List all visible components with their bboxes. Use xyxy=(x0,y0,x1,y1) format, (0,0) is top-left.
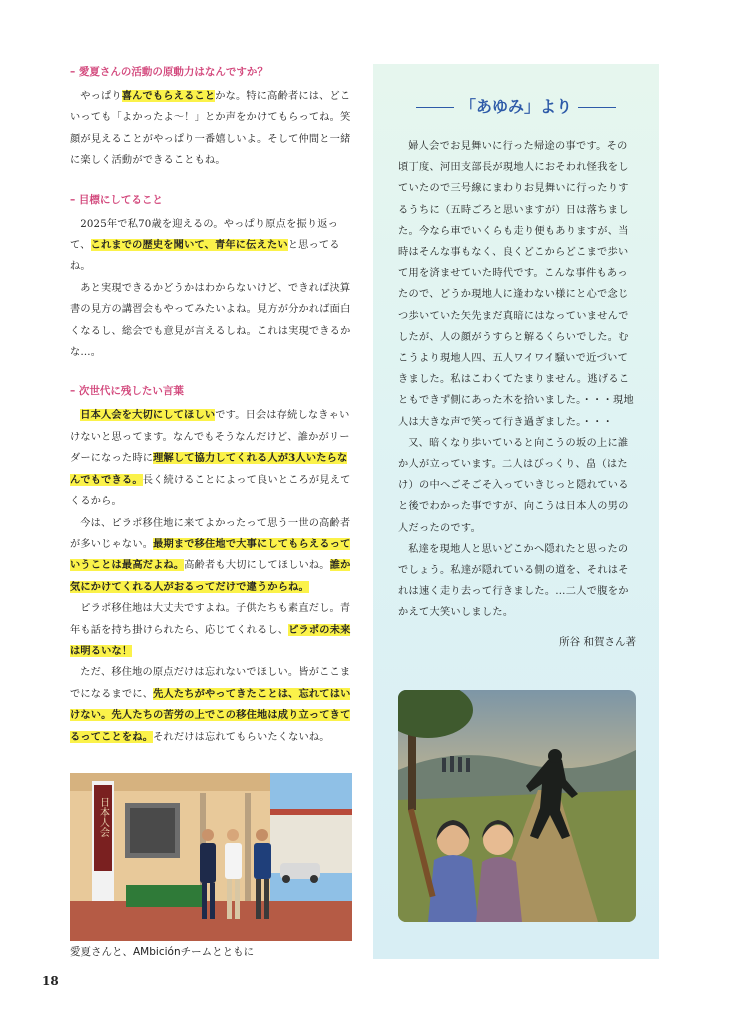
interview-paragraph xyxy=(70,278,355,364)
highlighted-text: 誰か気にかけてくれる人がおるってだけで違うからね。 xyxy=(70,559,351,593)
body-text: 長く続けることによって良いところが見えてくるから。 xyxy=(70,474,351,508)
ayumi-body xyxy=(398,136,636,649)
body-text: あと実現できるかどうかはわからないけど、できれば決算書の見方の講習会もやってみたいよね。見方が分かれば面白くなるし、総会でも意見が言えるしね。これは実現できるかな…。 xyxy=(70,282,351,359)
interview-column xyxy=(70,64,355,768)
highlighted-text: 喜んでもらえること xyxy=(121,90,216,102)
highlighted-text: 最期まで移住地で大事にしてもらえるっていうことは最高だよね。 xyxy=(70,537,351,572)
body-text: 2025年で私70歳を迎えるの。やっぱり原点を振り返って、 xyxy=(70,218,339,252)
section-heading: – 次世代に残したい言葉 xyxy=(70,385,184,398)
interview-paragraph xyxy=(70,662,355,748)
highlighted-text: ピラポの未来は明るいな！ xyxy=(70,623,351,657)
story-illustration-image xyxy=(398,690,636,922)
body-text: ピラポ移住地は大丈夫ですよね。子供たちも素直だし。青年も話を持ち掛けられたら、応じてくれるし、 xyxy=(70,603,351,636)
body-text: です。日会は存続しなきゃいけないと思ってます。なんでもそうなんだけど、誰かがリーダーになった時に xyxy=(70,410,350,465)
interview-paragraph xyxy=(70,214,355,278)
interview-paragraph xyxy=(70,598,355,662)
title-rule-right xyxy=(578,107,616,109)
body-text: ただ、移住地の原点だけは忘れないでほしい。皆がここまでになるまでに、 xyxy=(70,667,351,700)
title-rule-left xyxy=(416,107,454,109)
group-photo xyxy=(70,773,352,941)
ayumi-title-row xyxy=(373,94,659,117)
ayumi-title: 「あゆみ」より xyxy=(459,97,572,116)
body-text: それだけは忘れてもらいたくないね。 xyxy=(153,731,330,743)
interview-section xyxy=(70,192,355,364)
section-heading: – 目標にしてること xyxy=(70,193,163,206)
highlighted-text: 理解して協力してくれる人が3人いたらなんでもできる。 xyxy=(70,452,348,486)
interview-section xyxy=(70,383,355,748)
section-heading: – 愛夏さんの活動の原動力はなんですか？ xyxy=(70,66,268,78)
interview-paragraph xyxy=(70,513,355,599)
interview-paragraph xyxy=(70,86,355,172)
interview-section xyxy=(70,64,355,172)
page-number: 18 xyxy=(42,974,59,988)
ayumi-author: 所谷 和賀さん著 xyxy=(559,635,636,648)
story-illustration xyxy=(398,690,636,922)
sign-text: 日本人会 xyxy=(97,797,109,837)
highlighted-text: 先人たちがやってきたことは、忘れてはいけない。先人たちの苦労の上でこの移住地は成り立ってきてるってことをね。 xyxy=(70,687,351,743)
ayumi-paragraph: 婦人会でお見舞いに行った帰途の事です。その頃丁度、河田支部長が現地人におそわれ怪我をしていたので三号線にまわりお見舞いに行ったりするうちに（五時ごろと思いますが）日は落ちました。今なら車でいくらも走り便もありますが、当時はそんな事もなく、良くどこからどこまで歩いて用を済ませていた時代です。こんな事件もあったので、どうか現地人に逢わない様にと心で念じつ歩いていた矢先まだ真暗にはなっていませんでしたが、人の顔がうすらと解るくらいでした。むこうより現地人四、五人ワイワイ騒いで近づいてきました。私はこわくてたまりません。逃げることもできず側にあった木を拾いました。・・・現地人は大きな声で笑って行き過ぎました。・・・ xyxy=(398,141,635,428)
ayumi-paragraph: 私達を現地人と思いどこかへ隠れたと思ったのでしょう。私達が隠れている側の道を、それはそれは速く走り去って行きました。…二人で腹をかかえて大笑いしました。 xyxy=(398,543,629,619)
body-text: 今は、ピラポ移住地に来てよかったって思う一世の高齢者が多いじゃない。 xyxy=(70,517,351,550)
highlighted-text: これまでの歴史を聞いて、青年に伝えたい xyxy=(90,239,288,252)
group-photo-illustration xyxy=(70,773,352,941)
photo-caption: 愛夏さんと、AMbiciónチームとともに xyxy=(70,946,255,958)
body-text: と思ってるね。 xyxy=(70,240,340,273)
body-text: かな。特に高齢者には、どこいっても「よかったよ～！」とか声をかけてもらってね。笑顔が見えることがやっぱり一番嬉しいよ。そして仲間と一緒に楽しく活動ができることもね。 xyxy=(70,91,351,167)
body-text: やっぱり xyxy=(80,91,122,102)
highlighted-text: 日本人会を大切にしてほしい xyxy=(80,409,216,422)
ayumi-panel xyxy=(373,64,659,959)
ayumi-paragraph: 又、暗くなり歩いていると向こうの坂の上に誰か人が立っています。二人はびっくり、畠（はたけ）の中へごそごそ入っていきじっと隠れていると後でわかった事ですが、向こうは日本人の男の人だったのです。 xyxy=(398,437,629,534)
body-text: 高齢者も大切にしてほしいね。 xyxy=(184,560,330,572)
interview-paragraph xyxy=(70,405,355,512)
